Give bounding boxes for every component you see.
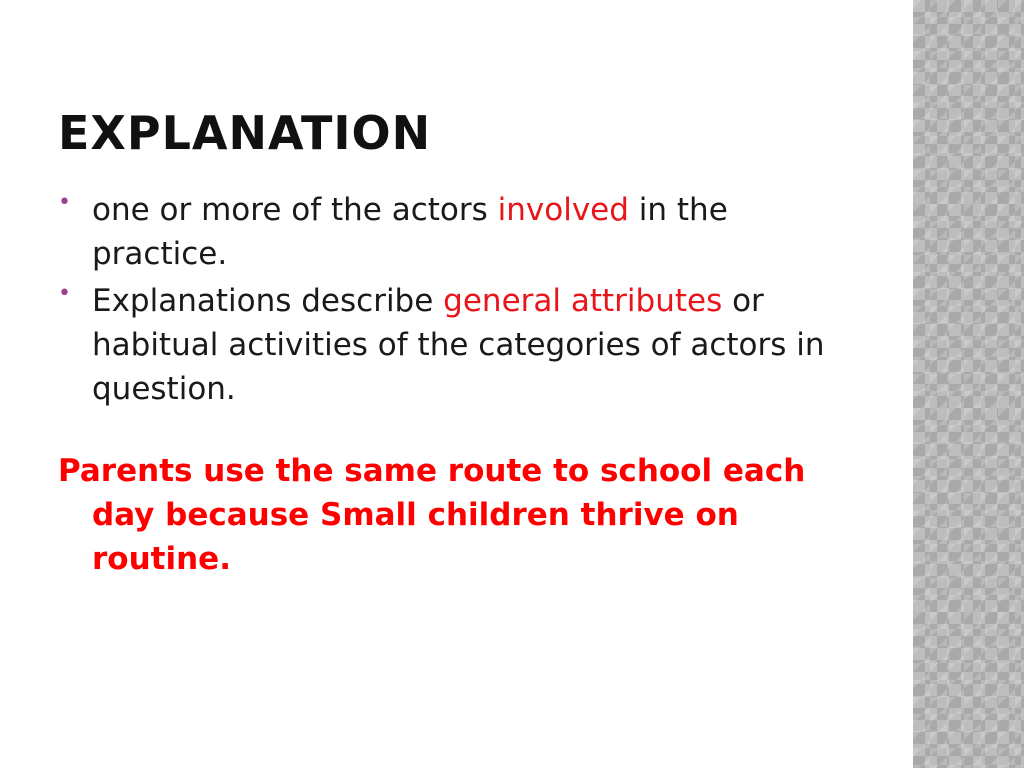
side-panel-pattern <box>913 0 1024 768</box>
bullet-text-1b: in the practice. <box>92 192 728 272</box>
bullet-text-2a: Explanations describe <box>92 283 444 319</box>
slide-title: EXPLANATION <box>58 106 432 160</box>
bullet-item-1 <box>58 188 858 276</box>
slide-content <box>58 188 858 612</box>
bullet-text-2b: or habitual activities of the categories of actors in question. <box>92 283 825 407</box>
highlight-involved: involved <box>497 192 629 228</box>
decorative-side-panel <box>913 0 1024 768</box>
example-statement: Parents use the same route to school each day because Small children thrive on routine. <box>58 453 806 577</box>
bullet-icon: • <box>58 281 71 306</box>
bullet-icon: • <box>58 190 71 215</box>
highlight-general-attributes: general attributes <box>443 283 723 319</box>
bullet-item-2 <box>58 279 858 411</box>
bullet-text-1a: one or more of the actors <box>92 192 498 228</box>
